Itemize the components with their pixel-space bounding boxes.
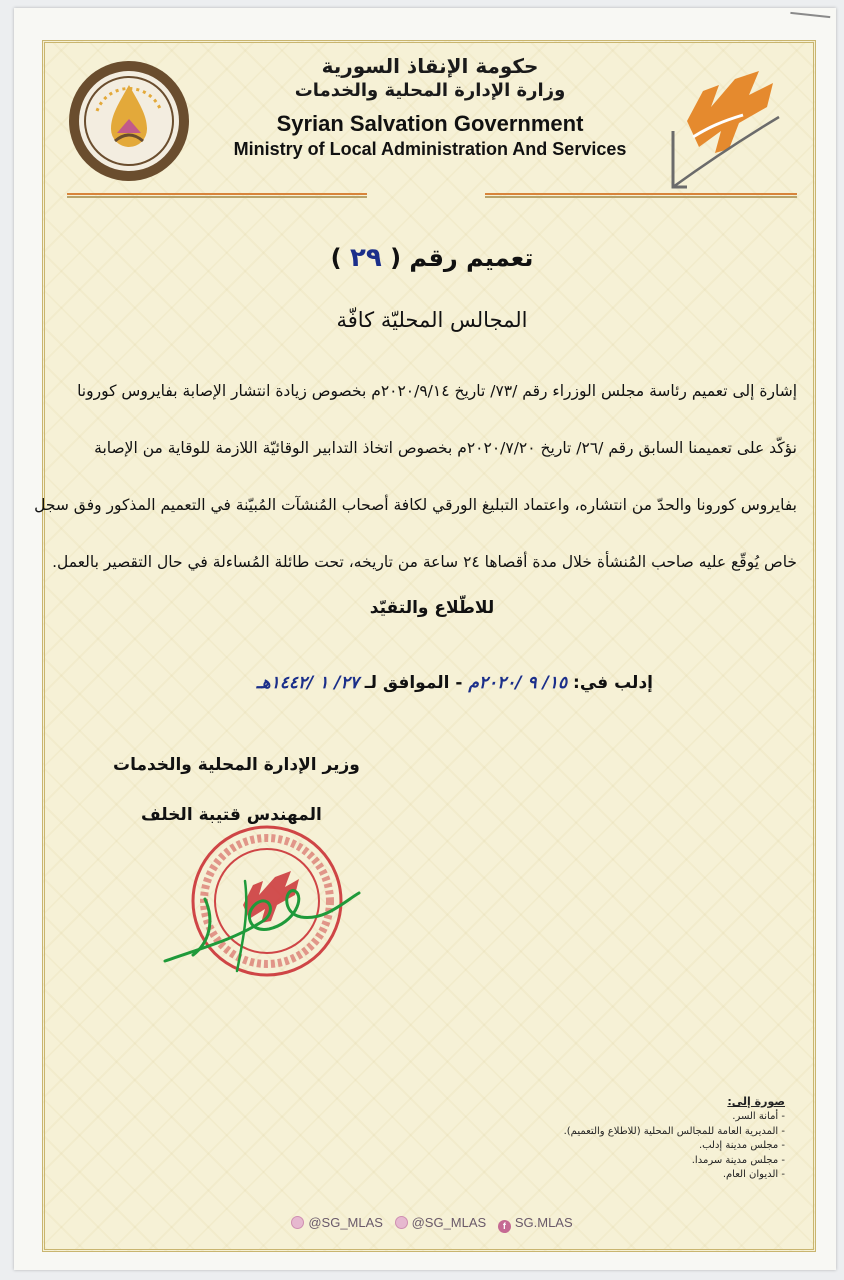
date-gregorian: ١٥/ ٩ /٢٠٢٠م xyxy=(468,673,568,693)
document-sheet xyxy=(14,8,836,1270)
header-rule-left xyxy=(67,193,367,198)
body-paragraph xyxy=(34,363,797,591)
circular-title xyxy=(45,243,819,273)
arabic-ministry-name: وزارة الإدارة المحلية والخدمات xyxy=(294,80,566,101)
document-frame xyxy=(34,40,816,1252)
syria-calligraphy-logo-icon xyxy=(659,61,789,201)
date-line xyxy=(257,673,653,693)
copy-recipient: - مجلس مدينة إدلب. xyxy=(698,1140,785,1151)
signatory-title: وزير الإدارة المحلية والخدمات xyxy=(113,755,360,775)
english-ministry-name: Ministry of Local Administration And Services xyxy=(233,139,627,159)
date-label: إدلب في: xyxy=(573,673,653,693)
signatory-name: المهندس قتيبة الخلف xyxy=(141,805,322,825)
closing-phrase: للاطّلاع والتقيّد xyxy=(369,598,495,618)
facebook-icon: f xyxy=(498,1220,511,1233)
date-separator: - xyxy=(455,673,463,693)
circular-number: ٢٩ xyxy=(349,243,382,273)
handwritten-signature-icon xyxy=(145,851,385,981)
social-item xyxy=(291,1215,383,1230)
body-line: إشارة إلى تعميم رئاسة مجلس الوزراء رقم /٧٣/ تاريخ ٢٠٢٠/٩/١٤م بخصوص زيادة انتشار الإصابة بفايروس كورونا xyxy=(77,382,797,400)
social-handle: SG.MLAS xyxy=(514,1215,573,1230)
copy-recipient: - المديرية العامة للمجالس المحلية (للاطلاع والتعميم). xyxy=(563,1125,785,1137)
social-item xyxy=(395,1215,487,1230)
arabic-government-name: حكومة الإنقاذ السورية xyxy=(321,54,539,78)
copy-recipient: - أمانة السر. xyxy=(732,1111,785,1122)
twitter-icon xyxy=(395,1216,408,1229)
copies-heading: صورة إلى: xyxy=(727,1095,785,1108)
social-footer xyxy=(45,1215,819,1233)
copies-list xyxy=(564,1095,785,1183)
social-handle: @SG_MLAS xyxy=(411,1215,487,1230)
date-hijri: ٢٧/ ١ /١٤٤٢هـ xyxy=(256,673,359,693)
social-handle: @SG_MLAS xyxy=(308,1215,383,1230)
english-government-name: Syrian Salvation Government xyxy=(276,111,584,136)
instagram-icon xyxy=(291,1216,304,1229)
date-hijri-label: الموافق لـ xyxy=(364,673,450,693)
ministry-seal-icon xyxy=(67,59,191,183)
copy-recipient: - مجلس مدينة سرمدا. xyxy=(691,1154,785,1166)
header-rule-right xyxy=(485,193,797,198)
body-line: بفايروس كورونا والحدّ من انتشاره، واعتماد التبليغ الورقي لكافة أصحاب المُنشآت المُبيّنة في التعميم المذكور وفق سجل xyxy=(34,496,797,514)
addressee: المجالس المحليّة كافّة xyxy=(336,308,528,332)
body-line: خاص يُوقّع عليه صاحب المُنشأة خلال مدة أقصاها ٢٤ ساعة من تاريخه، تحت طائلة المُساءلة في حال التقصير بالعمل. xyxy=(52,553,797,571)
title-prefix: تعميم رقم ( xyxy=(390,244,534,272)
scan-mark xyxy=(790,12,831,24)
social-item xyxy=(498,1215,573,1233)
body-line: نؤكّد على تعميمنا السابق رقم /٢٦/ تاريخ ٢٠٢٠/٧/٢٠م بخصوص اتخاذ التدابير الوقائيّة اللازمة للوقاية من الإصابة xyxy=(94,439,797,457)
copy-recipient: - الديوان العام. xyxy=(722,1169,785,1180)
letterhead xyxy=(205,53,655,161)
title-suffix: ) xyxy=(330,244,342,272)
